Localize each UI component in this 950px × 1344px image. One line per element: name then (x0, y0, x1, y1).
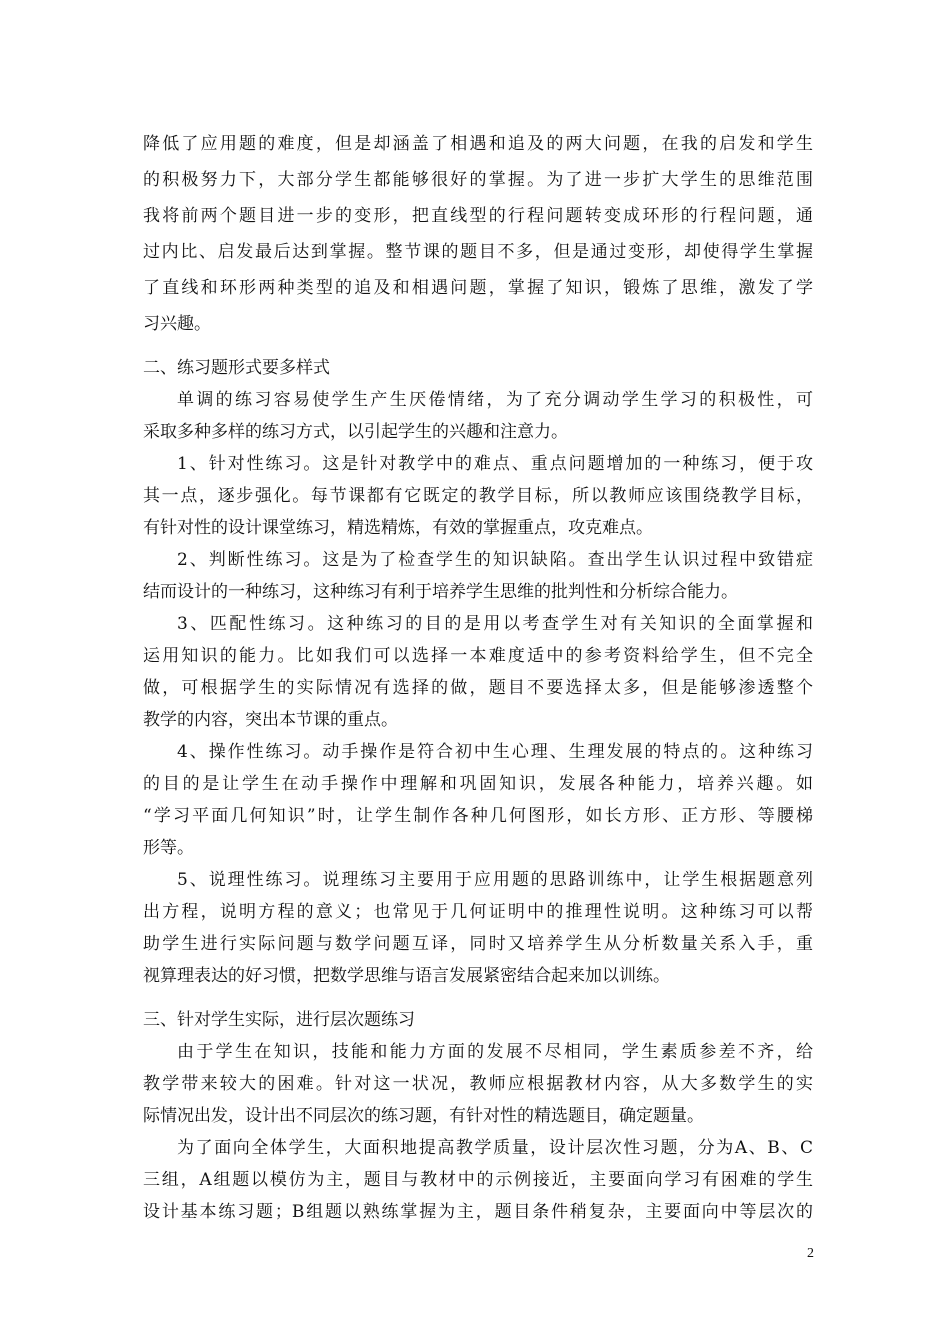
text-line: 3、匹配性练习。这种练习的目的是用以考查学生对有关知识的全面掌握和 (177, 614, 813, 634)
text-line: 了直线和环形两种类型的追及和相遇问题，掌握了知识，锻炼了思维，激发了学 (143, 278, 813, 298)
text-line: 视算理表达的好习惯，把数学思维与语言发展紧密结合起来加以训练。 (143, 966, 670, 986)
text-line: 有针对性的设计课堂练习，精选精炼，有效的掌握重点，攻克难点。 (143, 518, 653, 538)
text-line: 三、针对学生实际，进行层次题练习 (143, 1010, 415, 1030)
text-line: 5、说理性练习。说理练习主要用于应用题的思路训练中，让学生根据题意列 (177, 870, 813, 890)
text-line: 结而设计的一种练习，这种练习有利于培养学生思维的批判性和分析综合能力。 (143, 582, 738, 602)
text-line: 4、操作性练习。动手操作是符合初中生心理、生理发展的特点的。这种练习 (177, 742, 813, 762)
text-line: 教学带来较大的困难。针对这一状况，教师应根据教材内容，从大多数学生的实 (143, 1074, 813, 1094)
text-line: 过内比、启发最后达到掌握。整节课的题目不多，但是通过变形，却使得学生掌握 (143, 242, 813, 262)
text-line: “学习平面几何知识”时，让学生制作各种几何图形，如长方形、正方形、等腰梯 (143, 806, 813, 826)
text-line: 际情况出发，设计出不同层次的练习题，有针对性的精选题目，确定题量。 (143, 1106, 704, 1126)
text-line: 运用知识的能力。比如我们可以选择一本难度适中的参考资料给学生，但不完全 (143, 646, 813, 666)
text-line: 做，可根据学生的实际情况有选择的做，题目不要选择太多，但是能够渗透整个 (143, 678, 813, 698)
text-line: 二、练习题形式要多样式 (143, 358, 330, 378)
text-line: 采取多种多样的练习方式，以引起学生的兴趣和注意力。 (143, 422, 568, 442)
text-line: 单调的练习容易使学生产生厌倦情绪，为了充分调动学生学习的积极性，可 (177, 390, 813, 410)
text-line: 由于学生在知识，技能和能力方面的发展不尽相同，学生素质参差不齐，给 (177, 1042, 813, 1062)
text-line: 我将前两个题目进一步的变形，把直线型的行程问题转变成环形的行程问题，通 (143, 206, 813, 226)
text-line: 2、判断性练习。这是为了检查学生的知识缺陷。查出学生认识过程中致错症 (177, 550, 813, 570)
text-line: 其一点，逐步强化。每节课都有它既定的教学目标，所以教师应该围绕教学目标， (143, 486, 813, 506)
text-line: 的目的是让学生在动手操作中理解和巩固知识，发展各种能力，培养兴趣。如 (143, 774, 813, 794)
text-line: 教学的内容，突出本节课的重点。 (143, 710, 398, 730)
text-line: 出方程，说明方程的意义；也常见于几何证明中的推理性说明。这种练习可以帮 (143, 902, 813, 922)
text-line: 形等。 (143, 838, 194, 858)
text-line: 设计基本练习题；B组题以熟练掌握为主，题目条件稍复杂，主要面向中等层次的 (143, 1202, 813, 1222)
text-line: 降低了应用题的难度，但是却涵盖了相遇和追及的两大问题，在我的启发和学生 (143, 134, 813, 154)
text-line: 助学生进行实际问题与数学问题互译，同时又培养学生从分析数量关系入手，重 (143, 934, 813, 954)
text-line: 为了面向全体学生，大面积地提高教学质量，设计层次性习题，分为A、B、C (177, 1138, 813, 1158)
page-number: 2 (807, 1246, 814, 1261)
text-line: 的积极努力下，大部分学生都能够很好的掌握。为了进一步扩大学生的思维范围 (143, 170, 813, 190)
text-line: 习兴趣。 (143, 314, 211, 334)
text-line: 三组，A组题以模仿为主，题目与教材中的示例接近，主要面向学习有困难的学生 (143, 1170, 813, 1190)
text-line: 1、针对性练习。这是针对教学中的难点、重点问题增加的一种练习，便于攻 (177, 454, 813, 474)
